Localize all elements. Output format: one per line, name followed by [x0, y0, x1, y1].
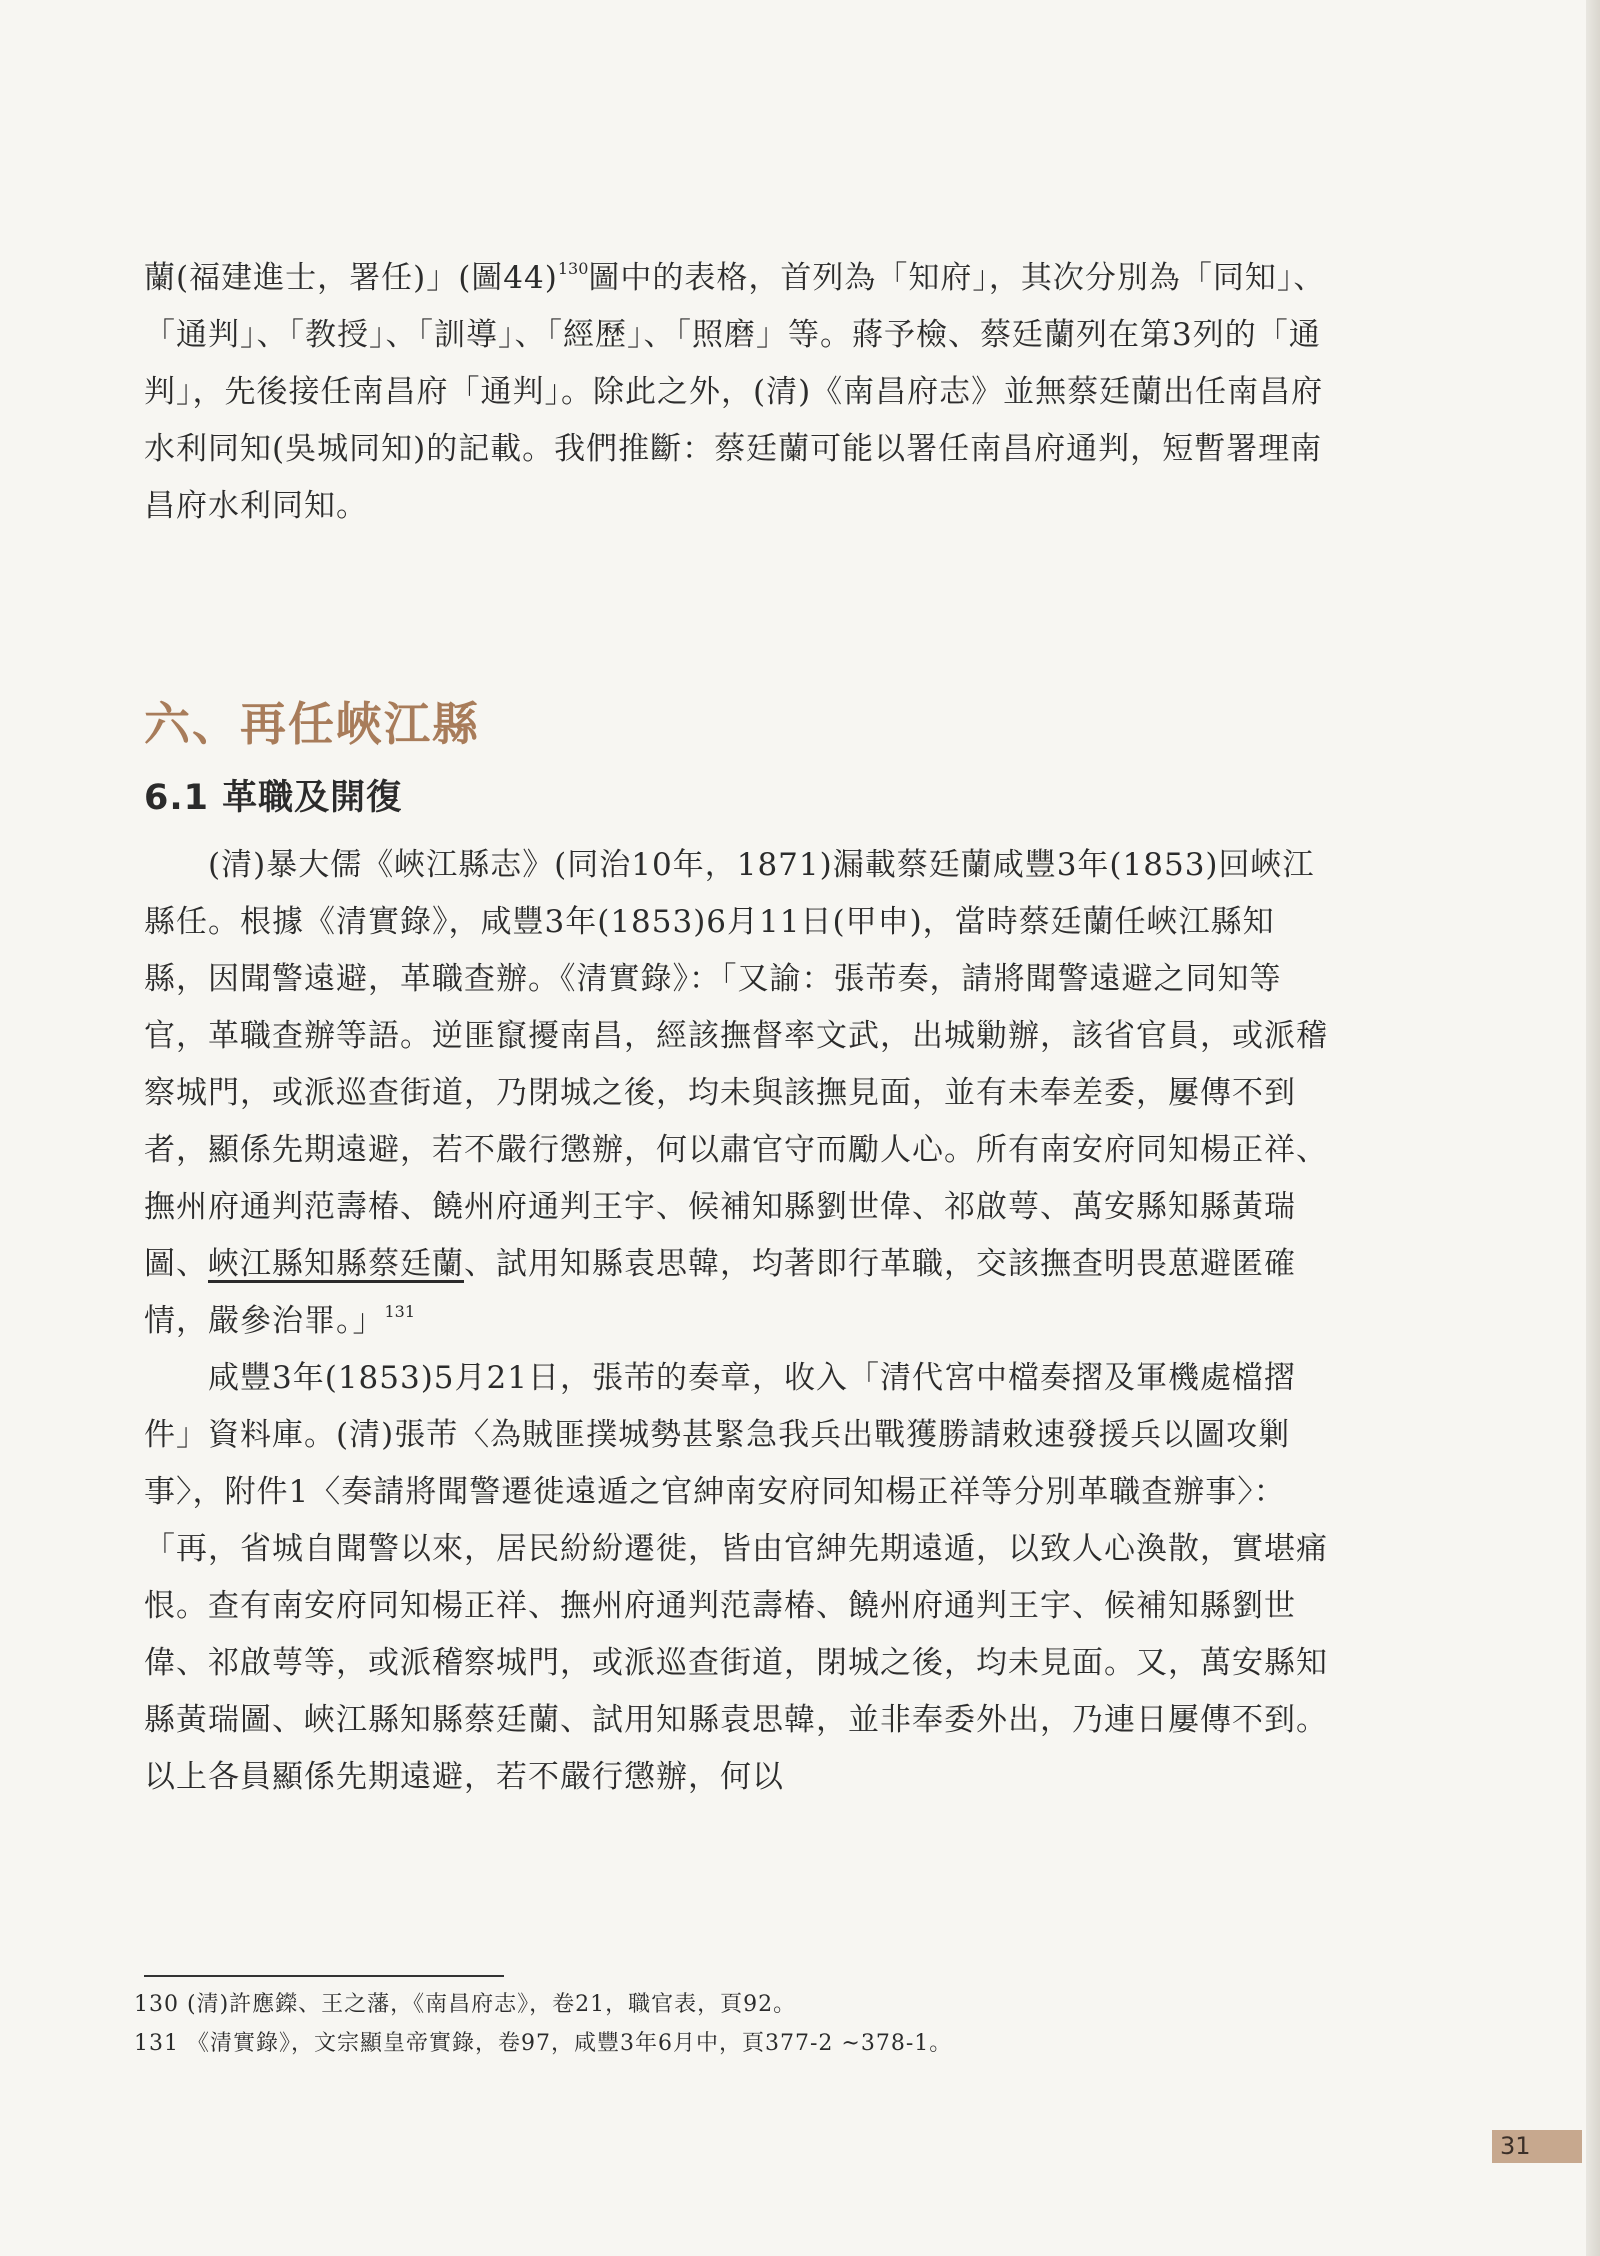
footnote-130: 130 (清)許應鑅、王之藩，《南昌府志》，卷21，職官表，頁92。: [134, 1992, 797, 2017]
subsection-title: 6.1 革職及開復: [144, 778, 403, 818]
footnote-ref-131: 131: [384, 1302, 416, 1321]
underlined-name: 峽江縣知縣蔡廷蘭: [208, 1246, 464, 1282]
paragraph-top-part1: 蘭(福建進士，署任)」(圖44): [144, 260, 558, 296]
footnote-ref-130: 130: [557, 259, 589, 278]
paragraph-2: 咸豐3年(1853)5月21日，張芾的奏章，收入「清代宮中檔奏摺及軍機處檔摺件」資料庫。(清)張芾〈為賊匪撲城勢甚緊急我兵出戰獲勝請敕速發援兵以圖攻剿事〉，附件1〈奏請將聞警遷徙遠遁之官紳南安府同知楊正祥等分別革職查辦事〉：「再，省城自聞警以來，居民紛紛遷徙，皆由官紳先期遠遁，以致人心渙散，實堪痛恨。查有南安府同知楊正祥、撫州府通判范壽椿、饒州府通判王宇、候補知縣劉世偉、祁啟萼等，或派稽察城門，或派巡查街道，閉城之後，均未見面。又，萬安縣知縣黃瑞圖、峽江縣知縣蔡廷蘭、試用知縣袁思韓，並非奉委外出，乃連日屢傳不到。以上各員顯係先期遠避，若不嚴行懲辦，何以: [144, 1360, 1328, 1795]
footnotes: [134, 1985, 1334, 2063]
page-number: 31: [1492, 2130, 1582, 2163]
paragraph-top-part2: 圖中的表格，首列為「知府」，其次分別為「同知」、「通判」、「教授」、「訓導」、「經歷」、「照磨」等。蔣予檢、蔡廷蘭列在第3列的「通判」，先後接任南昌府「通判」。除此之外，(清)《南昌府志》並無蔡廷蘭出任南昌府水利同知(吳城同知)的記載。我們推斷：蔡廷蘭可能以署任南昌府通判，短暫署理南昌府水利同知。: [144, 260, 1326, 524]
footnote-131: 131 《清實錄》，文宗顯皇帝實錄，卷97，咸豐3年6月中，頁377-2 ~378-1。: [134, 2031, 953, 2056]
paragraph-1-part1: (清)暴大儒《峽江縣志》(同治10年，1871)漏載蔡廷蘭咸豐3年(1853)回峽江縣任。根據《清實錄》，咸豐3年(1853)6月11日(甲申)，當時蔡廷蘭任峽江縣知縣，因聞警遠避，革職查辦。《清實錄》：「又諭：張芾奏，請將聞警遠避之同知等官，革職查辦等語。逆匪竄擾南昌，經該撫督率文武，出城勦辦，該省官員，或派稽察城門，或派巡查街道，乃閉城之後，均未與該撫見面，並有未奉差委，屢傳不到者，顯係先期遠避，若不嚴行懲辦，何以肅官守而勵人心。所有南安府同知楊正祥、撫州府通判范壽椿、饒州府通判王宇、候補知縣劉世偉、祁啟萼、萬安縣知縣黃瑞圖、: [144, 847, 1328, 1282]
paragraph-top: [144, 250, 1334, 535]
section-title: 六、再任峽江縣: [144, 697, 480, 751]
footnote-divider: [144, 1975, 504, 1977]
paragraph-top-text: [144, 250, 1334, 535]
paragraph-1: [144, 837, 1334, 1350]
paragraph-1-part2: 、試用知縣袁思韓，均著即行革職，交該撫查明畏葸避匿確情，嚴參治罪。」: [144, 1246, 1296, 1339]
page-edge: [1586, 0, 1600, 2256]
body-section: [144, 837, 1334, 1806]
